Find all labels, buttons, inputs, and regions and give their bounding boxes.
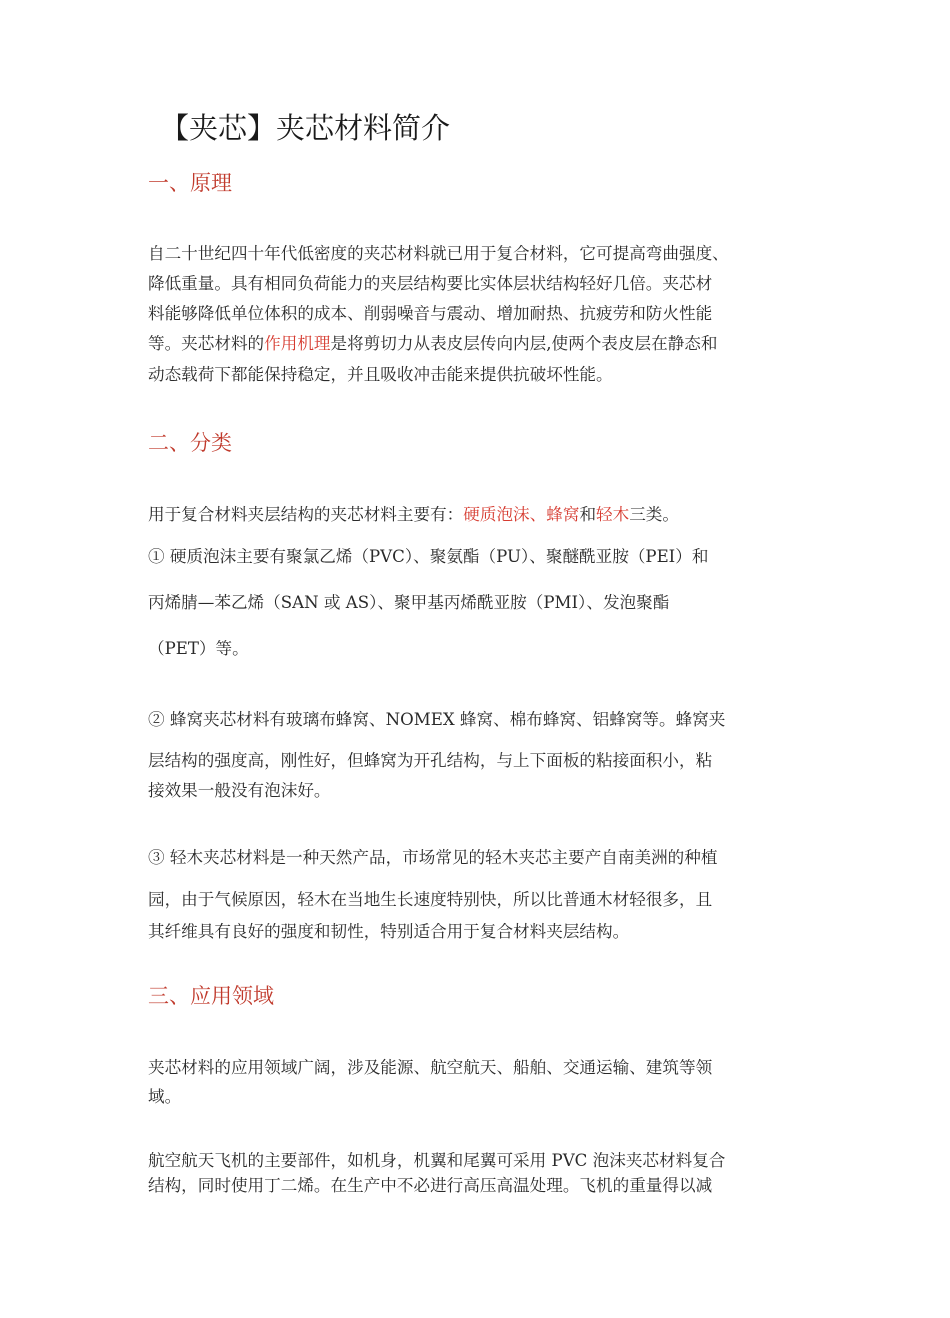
paragraph-line: 结构，同时使用丁二烯。在生产中不必进行高压高温处理。飞机的重量得以减 [148,1176,713,1195]
paragraph-line [148,333,717,355]
list-item-line: 丙烯腈—苯乙烯（SAN 或 AS）、聚甲基丙烯酰亚胺（PMI）、发泡聚酯 [148,593,670,612]
list-item-line: ② 蜂窝夹芯材料有玻璃布蜂窝、NOMEX 蜂窝、棉布蜂窝、铝蜂窝等。蜂窝夹 [148,710,726,729]
text-span: 用于复合材料夹层结构的夹芯材料主要有： [148,505,464,524]
list-item-line: 园，由于气候原因，轻木在当地生长速度特别快，所以比普通木材轻很多，且 [148,890,713,909]
section-heading-applications: 三、应用领域 [148,984,274,1008]
highlight-mechanism: 作用机理 [264,334,331,353]
highlight-foam-honeycomb: 硬质泡沫、蜂窝 [463,505,580,524]
paragraph-line: 降低重量。具有相同负荷能力的夹层结构要比实体层状结构轻好几倍。夹芯材 [148,274,713,293]
page-title: 【夹芯】夹芯材料简介 [160,111,451,145]
list-item-line: （PET）等。 [148,639,249,658]
paragraph-line: 动态载荷下都能保持稳定，并且吸收冲击能来提供抗破坏性能。 [148,365,613,384]
paragraph-line: 夹芯材料的应用领域广阔，涉及能源、航空航天、船舶、交通运输、建筑等领 [148,1058,713,1077]
text-span: 等。夹芯材料的 [148,334,265,353]
text-span: 和 [579,505,597,524]
paragraph-line: 域。 [148,1087,182,1106]
paragraph-line: 料能够降低单位体积的成本、削弱噪音与震动、增加耐热、抗疲劳和防火性能 [148,304,713,323]
list-item-line: 其纤维具有良好的强度和韧性，特别适合用于复合材料夹层结构。 [148,922,630,941]
section-heading-principle: 一、原理 [148,171,232,195]
paragraph-line: 自二十世纪四十年代低密度的夹芯材料就已用于复合材料，它可提高弯曲强度、 [148,244,729,263]
list-item-line: ③ 轻木夹芯材料是一种天然产品，市场常见的轻木夹芯主要产自南美洲的种植 [148,848,718,867]
text-span: 三类。 [629,505,679,524]
section-heading-classification: 二、分类 [148,431,232,455]
text-span: 是将剪切力从表皮层传向内层,使两个表皮层在静态和 [330,334,718,353]
paragraph-line [148,504,679,526]
list-item-line: ① 硬质泡沫主要有聚氯乙烯（PVC）、聚氨酯（PU）、聚醚酰亚胺（PEI）和 [148,547,709,566]
list-item-line: 接效果一般没有泡沫好。 [148,781,331,800]
list-item-line: 层结构的强度高，刚性好，但蜂窝为开孔结构，与上下面板的粘接面积小，粘 [148,751,713,770]
paragraph-line: 航空航天飞机的主要部件，如机身，机翼和尾翼可采用 PVC 泡沫夹芯材料复合 [148,1151,726,1170]
highlight-balsa: 轻木 [596,505,630,524]
